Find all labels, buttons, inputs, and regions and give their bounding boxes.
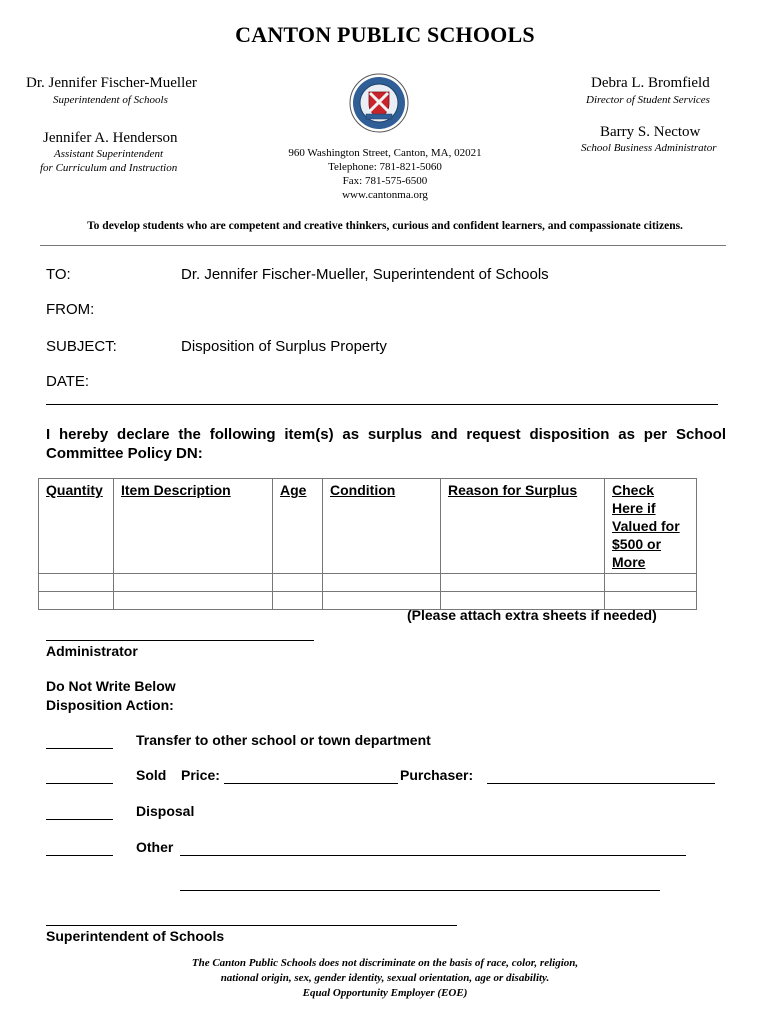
assistant-superintendent-role-line2: for Curriculum and Instruction xyxy=(40,162,178,174)
sold-blank[interactable] xyxy=(46,783,113,784)
to-value: Dr. Jennifer Fischer-Mueller, Superintendent of Schools xyxy=(181,266,549,283)
column-header-item-description: Item Description xyxy=(114,479,273,574)
address-line: 960 Washington Street, Canton, MA, 02021 xyxy=(288,147,482,159)
disposal-blank[interactable] xyxy=(46,819,113,820)
student-services-director-role: Director of Student Services xyxy=(586,94,710,106)
disposition-action-heading: Disposition Action: xyxy=(46,697,174,713)
to-label: TO: xyxy=(46,266,71,283)
telephone-line: Telephone: 781-821-5060 xyxy=(328,161,442,173)
transfer-blank[interactable] xyxy=(46,748,113,749)
subject-value: Disposition of Surplus Property xyxy=(181,338,387,355)
disposal-option: Disposal xyxy=(136,803,195,819)
memo-divider xyxy=(46,404,718,405)
table-cell[interactable] xyxy=(114,592,273,610)
nondiscrimination-footer xyxy=(0,956,770,1001)
table-cell[interactable] xyxy=(273,592,323,610)
do-not-write-below: Do Not Write Below xyxy=(46,678,176,694)
column-header-reason-for-surplus: Reason for Surplus xyxy=(441,479,605,574)
table-cell[interactable] xyxy=(605,574,697,592)
declaration-text: I hereby declare the following item(s) as surplus and request disposition as per School Committee Policy DN: xyxy=(46,426,726,462)
student-services-director-name: Debra L. Bromfield xyxy=(591,75,710,91)
from-label: FROM: xyxy=(46,301,95,318)
other-field-line1[interactable] xyxy=(180,855,686,856)
footer-line-3: Equal Opportunity Employer (EOE) xyxy=(302,987,468,999)
date-label: DATE: xyxy=(46,373,90,390)
business-administrator-role: School Business Administrator xyxy=(581,142,717,154)
mission-statement: To develop students who are competent and creative thinkers, curious and confident learners, and compassionate citizens. xyxy=(87,220,683,232)
header-divider xyxy=(40,245,726,246)
footer-line-1: The Canton Public Schools does not discriminate on the basis of race, color, religion, xyxy=(191,957,579,969)
column-header-condition: Condition xyxy=(323,479,441,574)
superintendent-signature-label: Superintendent of Schools xyxy=(46,928,225,944)
other-field-line2[interactable] xyxy=(180,890,660,891)
table-cell[interactable] xyxy=(39,574,114,592)
business-administrator-name: Barry S. Nectow xyxy=(600,124,701,140)
table-cell[interactable] xyxy=(323,574,441,592)
sold-option: Sold xyxy=(136,767,167,783)
column-header-quantity: Quantity xyxy=(39,479,114,574)
administrator-label: Administrator xyxy=(46,643,138,659)
footer-line-2: national origin, sex, gender identity, sexual orientation, age or disability. xyxy=(220,972,550,984)
table-cell[interactable] xyxy=(39,592,114,610)
purchaser-label: Purchaser: xyxy=(400,767,474,783)
superintendent-role: Superintendent of Schools xyxy=(53,94,168,106)
price-label: Price: xyxy=(181,767,220,783)
assistant-superintendent-role-line1: Assistant Superintendent xyxy=(54,148,164,160)
district-title: CANTON PUBLIC SCHOOLS xyxy=(235,22,535,47)
other-blank[interactable] xyxy=(46,855,113,856)
purchaser-field[interactable] xyxy=(487,783,715,784)
column-header-check-valued: Check Here if Valued for $500 or More xyxy=(605,479,697,574)
table-cell[interactable] xyxy=(273,574,323,592)
superintendent-signature-line[interactable] xyxy=(46,925,457,926)
column-header-age: Age xyxy=(273,479,323,574)
administrator-signature-line[interactable] xyxy=(46,640,314,641)
table-header-row xyxy=(39,479,697,574)
surplus-items-table xyxy=(38,478,697,610)
superintendent-name: Dr. Jennifer Fischer-Mueller xyxy=(26,75,197,91)
price-field[interactable] xyxy=(224,783,398,784)
table-cell[interactable] xyxy=(441,574,605,592)
assistant-superintendent-name: Jennifer A. Henderson xyxy=(43,130,178,146)
subject-label: SUBJECT: xyxy=(46,338,117,355)
district-seal-icon xyxy=(349,72,409,134)
fax-line: Fax: 781-575-6500 xyxy=(342,175,428,187)
website-line: www.cantonma.org xyxy=(342,189,428,201)
attach-sheets-note: (Please attach extra sheets if needed) xyxy=(407,607,657,623)
table-row xyxy=(39,574,697,592)
other-option: Other xyxy=(136,839,174,855)
table-cell[interactable] xyxy=(114,574,273,592)
transfer-option: Transfer to other school or town department xyxy=(136,732,431,748)
